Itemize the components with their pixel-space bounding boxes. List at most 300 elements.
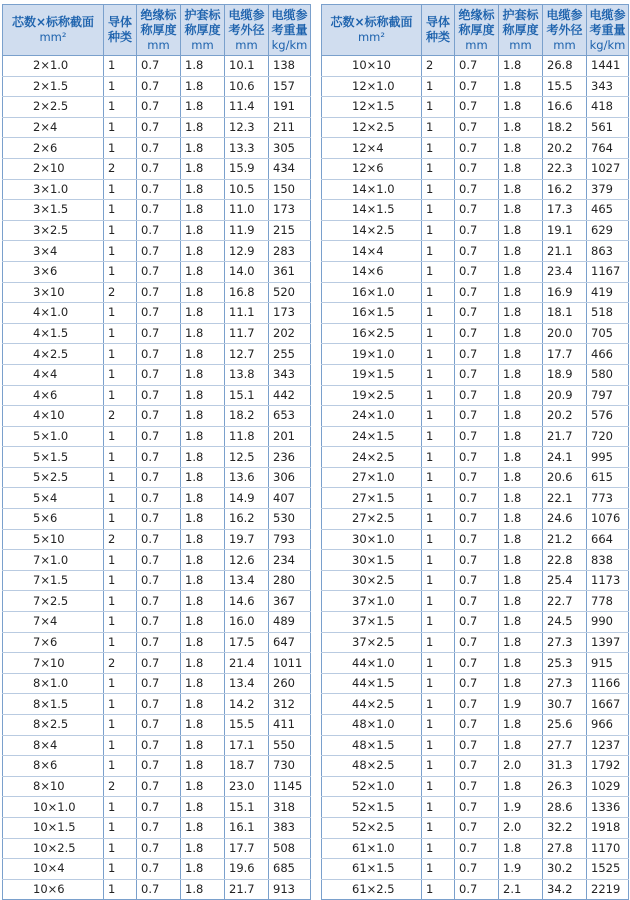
outer-diameter-cell: 22.3 (543, 158, 587, 179)
sheath-cell: 1.8 (499, 241, 543, 262)
table-row (322, 241, 629, 262)
conductor-type-cell: 1 (422, 694, 455, 715)
insulation-cell: 0.7 (455, 632, 499, 653)
weight-cell: 411 (269, 715, 311, 736)
conductor-type-cell: 1 (422, 570, 455, 591)
weight-cell: 379 (587, 179, 629, 200)
outer-diameter-cell: 11.0 (225, 200, 269, 221)
weight-cell: 508 (269, 838, 311, 859)
weight-cell: 1237 (587, 735, 629, 756)
spec-cell: 7×1.0 (3, 550, 104, 571)
sheath-cell: 1.8 (181, 529, 225, 550)
weight-cell: 367 (269, 591, 311, 612)
spec-cell: 4×1.0 (3, 303, 104, 324)
table-row (3, 879, 311, 900)
weight-cell: 530 (269, 509, 311, 530)
right-table-body (322, 56, 629, 900)
outer-diameter-cell: 11.9 (225, 220, 269, 241)
header-insulation-label: 绝缘标称厚度 (458, 7, 495, 37)
table-row (322, 426, 629, 447)
sheath-cell: 1.8 (499, 632, 543, 653)
insulation-cell: 0.7 (455, 282, 499, 303)
weight-cell: 1336 (587, 797, 629, 818)
header-sheath-unit: mm (509, 37, 532, 52)
weight-cell: 1170 (587, 838, 629, 859)
conductor-type-cell: 1 (422, 591, 455, 612)
table-row (3, 426, 311, 447)
insulation-cell: 0.7 (455, 364, 499, 385)
conductor-type-cell: 1 (422, 282, 455, 303)
spec-cell: 8×1.0 (3, 673, 104, 694)
insulation-cell: 0.7 (137, 529, 181, 550)
spec-cell: 4×6 (3, 385, 104, 406)
table-row (3, 859, 311, 880)
sheath-cell: 1.8 (181, 447, 225, 468)
table-row (3, 529, 311, 550)
conductor-type-cell: 1 (104, 447, 137, 468)
insulation-cell: 0.7 (455, 776, 499, 797)
header-conductor-type-label: 导体种类 (107, 15, 132, 44)
table-row (3, 550, 311, 571)
outer-diameter-cell: 13.8 (225, 364, 269, 385)
outer-diameter-cell: 27.7 (543, 735, 587, 756)
spec-cell: 30×2.5 (322, 570, 422, 591)
outer-diameter-cell: 17.3 (543, 200, 587, 221)
insulation-cell: 0.7 (137, 612, 181, 633)
spec-cell: 12×2.5 (322, 117, 422, 138)
weight-cell: 615 (587, 467, 629, 488)
conductor-type-cell: 1 (422, 344, 455, 365)
table-row (322, 97, 629, 118)
sheath-cell: 1.8 (499, 56, 543, 77)
weight-cell: 283 (269, 241, 311, 262)
weight-cell: 1011 (269, 653, 311, 674)
insulation-cell: 0.7 (455, 467, 499, 488)
sheath-cell: 1.8 (181, 56, 225, 77)
sheath-cell: 1.8 (499, 776, 543, 797)
insulation-cell: 0.7 (137, 179, 181, 200)
weight-cell: 157 (269, 76, 311, 97)
conductor-type-cell: 1 (422, 859, 455, 880)
weight-cell: 150 (269, 179, 311, 200)
conductor-type-cell: 1 (104, 797, 137, 818)
spec-cell: 7×2.5 (3, 591, 104, 612)
insulation-cell: 0.7 (137, 797, 181, 818)
table-row (3, 282, 311, 303)
spec-cell: 30×1.0 (322, 529, 422, 550)
outer-diameter-cell: 16.9 (543, 282, 587, 303)
table-row (3, 179, 311, 200)
sheath-cell: 1.8 (499, 653, 543, 674)
conductor-type-cell: 1 (104, 509, 137, 530)
spec-cell: 5×10 (3, 529, 104, 550)
weight-cell: 2219 (587, 879, 629, 900)
conductor-type-cell: 1 (104, 97, 137, 118)
table-row (3, 303, 311, 324)
table-row (322, 467, 629, 488)
conductor-type-cell: 1 (422, 817, 455, 838)
header-insulation (137, 5, 181, 56)
insulation-cell: 0.7 (137, 117, 181, 138)
conductor-type-cell: 1 (422, 241, 455, 262)
outer-diameter-cell: 22.7 (543, 591, 587, 612)
table-row (322, 138, 629, 159)
spec-cell: 16×1.0 (322, 282, 422, 303)
spec-cell: 3×1.5 (3, 200, 104, 221)
sheath-cell: 1.8 (181, 158, 225, 179)
table-row (322, 364, 629, 385)
conductor-type-cell: 1 (422, 879, 455, 900)
weight-cell: 343 (587, 76, 629, 97)
conductor-type-cell: 1 (104, 550, 137, 571)
weight-cell: 990 (587, 612, 629, 633)
conductor-type-cell: 1 (104, 426, 137, 447)
table-row (3, 776, 311, 797)
header-weight-label: 电缆参考重量 (271, 7, 308, 37)
weight-cell: 1167 (587, 261, 629, 282)
outer-diameter-cell: 20.0 (543, 323, 587, 344)
insulation-cell: 0.7 (137, 344, 181, 365)
sheath-cell: 1.8 (499, 673, 543, 694)
header-conductor-type-label: 导体种类 (425, 15, 450, 44)
spec-cell: 8×10 (3, 776, 104, 797)
conductor-type-cell: 1 (422, 220, 455, 241)
header-row (3, 5, 311, 56)
insulation-cell: 0.7 (137, 653, 181, 674)
outer-diameter-cell: 16.2 (543, 179, 587, 200)
insulation-cell: 0.7 (137, 76, 181, 97)
outer-diameter-cell: 18.9 (543, 364, 587, 385)
header-insulation-unit: mm (147, 37, 170, 52)
insulation-cell: 0.7 (137, 879, 181, 900)
weight-cell: 966 (587, 715, 629, 736)
header-sheath-unit: mm (191, 37, 214, 52)
conductor-type-cell: 1 (422, 138, 455, 159)
left-table-body (3, 56, 311, 900)
header-outer-diameter (543, 5, 587, 56)
spec-cell: 37×1.5 (322, 612, 422, 633)
table-row (322, 797, 629, 818)
weight-cell: 191 (269, 97, 311, 118)
spec-cell: 3×6 (3, 261, 104, 282)
spec-cell: 14×1.5 (322, 200, 422, 221)
insulation-cell: 0.7 (455, 406, 499, 427)
spec-cell: 19×1.5 (322, 364, 422, 385)
outer-diameter-cell: 23.4 (543, 261, 587, 282)
conductor-type-cell: 1 (104, 220, 137, 241)
table-row (3, 406, 311, 427)
sheath-cell: 1.9 (499, 694, 543, 715)
weight-cell: 1525 (587, 859, 629, 880)
outer-diameter-cell: 21.7 (225, 879, 269, 900)
weight-cell: 255 (269, 344, 311, 365)
spec-cell: 7×10 (3, 653, 104, 674)
insulation-cell: 0.7 (137, 406, 181, 427)
header-weight-unit: kg/km (589, 37, 626, 52)
outer-diameter-cell: 20.9 (543, 385, 587, 406)
insulation-cell: 0.7 (137, 467, 181, 488)
conductor-type-cell: 1 (104, 817, 137, 838)
outer-diameter-cell: 15.5 (543, 76, 587, 97)
weight-cell: 173 (269, 303, 311, 324)
outer-diameter-cell: 14.6 (225, 591, 269, 612)
outer-diameter-cell: 16.8 (225, 282, 269, 303)
sheath-cell: 1.8 (499, 735, 543, 756)
conductor-type-cell: 1 (422, 97, 455, 118)
header-spec (3, 5, 104, 56)
insulation-cell: 0.7 (137, 859, 181, 880)
conductor-type-cell: 1 (104, 467, 137, 488)
sheath-cell: 1.8 (181, 756, 225, 777)
outer-diameter-cell: 11.1 (225, 303, 269, 324)
weight-cell: 465 (587, 200, 629, 221)
table-row (322, 406, 629, 427)
spec-cell: 7×1.5 (3, 570, 104, 591)
table-row (3, 467, 311, 488)
spec-cell: 4×4 (3, 364, 104, 385)
sheath-cell: 1.8 (181, 591, 225, 612)
conductor-type-cell: 1 (104, 200, 137, 221)
table-row (3, 97, 311, 118)
insulation-cell: 0.7 (455, 797, 499, 818)
table-row (3, 756, 311, 777)
weight-cell: 260 (269, 673, 311, 694)
weight-cell: 1441 (587, 56, 629, 77)
outer-diameter-cell: 19.7 (225, 529, 269, 550)
conductor-type-cell: 2 (104, 776, 137, 797)
header-insulation-unit: mm (465, 37, 488, 52)
sheath-cell: 1.8 (181, 694, 225, 715)
table-row (3, 715, 311, 736)
insulation-cell: 0.7 (455, 694, 499, 715)
outer-diameter-cell: 16.2 (225, 509, 269, 530)
spec-cell: 37×2.5 (322, 632, 422, 653)
weight-cell: 306 (269, 467, 311, 488)
sheath-cell: 1.8 (181, 261, 225, 282)
conductor-type-cell: 2 (104, 653, 137, 674)
weight-cell: 434 (269, 158, 311, 179)
spec-cell: 10×1.5 (3, 817, 104, 838)
weight-cell: 629 (587, 220, 629, 241)
sheath-cell: 1.8 (181, 653, 225, 674)
table-row (322, 735, 629, 756)
outer-diameter-cell: 10.6 (225, 76, 269, 97)
outer-diameter-cell: 15.1 (225, 385, 269, 406)
conductor-type-cell: 1 (104, 879, 137, 900)
spec-cell: 24×1.0 (322, 406, 422, 427)
outer-diameter-cell: 28.6 (543, 797, 587, 818)
spec-cell: 19×2.5 (322, 385, 422, 406)
sheath-cell: 1.8 (499, 612, 543, 633)
sheath-cell: 1.8 (181, 735, 225, 756)
insulation-cell: 0.7 (137, 138, 181, 159)
insulation-cell: 0.7 (137, 364, 181, 385)
weight-cell: 863 (587, 241, 629, 262)
header-outer-diameter-unit: mm (553, 37, 576, 52)
spec-cell: 10×4 (3, 859, 104, 880)
sheath-cell: 2.1 (499, 879, 543, 900)
insulation-cell: 0.7 (455, 859, 499, 880)
insulation-cell: 0.7 (455, 158, 499, 179)
table-row (322, 673, 629, 694)
insulation-cell: 0.7 (455, 200, 499, 221)
insulation-cell: 0.7 (137, 715, 181, 736)
weight-cell: 518 (587, 303, 629, 324)
weight-cell: 361 (269, 261, 311, 282)
weight-cell: 1076 (587, 509, 629, 530)
conductor-type-cell: 1 (104, 673, 137, 694)
weight-cell: 1397 (587, 632, 629, 653)
table-row (322, 303, 629, 324)
table-row (322, 488, 629, 509)
spec-cell: 14×2.5 (322, 220, 422, 241)
conductor-type-cell: 2 (104, 282, 137, 303)
insulation-cell: 0.7 (455, 570, 499, 591)
weight-cell: 705 (587, 323, 629, 344)
spec-cell: 4×2.5 (3, 344, 104, 365)
table-row (3, 158, 311, 179)
spec-cell: 10×6 (3, 879, 104, 900)
outer-diameter-cell: 22.8 (543, 550, 587, 571)
table-row (3, 385, 311, 406)
table-row (3, 653, 311, 674)
outer-diameter-cell: 34.2 (543, 879, 587, 900)
header-weight-label: 电缆参考重量 (589, 7, 626, 37)
weight-cell: 1918 (587, 817, 629, 838)
spec-cell: 12×6 (322, 158, 422, 179)
spec-cell: 61×1.0 (322, 838, 422, 859)
table-row (3, 117, 311, 138)
sheath-cell: 1.8 (181, 364, 225, 385)
sheath-cell: 1.8 (499, 509, 543, 530)
outer-diameter-cell: 15.5 (225, 715, 269, 736)
table-row (322, 550, 629, 571)
conductor-type-cell: 1 (422, 76, 455, 97)
insulation-cell: 0.7 (455, 76, 499, 97)
conductor-type-cell: 1 (422, 550, 455, 571)
sheath-cell: 1.8 (499, 488, 543, 509)
table-row (322, 220, 629, 241)
weight-cell: 793 (269, 529, 311, 550)
outer-diameter-cell: 10.1 (225, 56, 269, 77)
weight-cell: 383 (269, 817, 311, 838)
outer-diameter-cell: 14.2 (225, 694, 269, 715)
weight-cell: 305 (269, 138, 311, 159)
table-row (322, 694, 629, 715)
spec-cell: 4×1.5 (3, 323, 104, 344)
insulation-cell: 0.7 (455, 509, 499, 530)
spec-cell: 4×10 (3, 406, 104, 427)
outer-diameter-cell: 13.6 (225, 467, 269, 488)
weight-cell: 653 (269, 406, 311, 427)
outer-diameter-cell: 23.0 (225, 776, 269, 797)
spec-cell: 27×2.5 (322, 509, 422, 530)
outer-diameter-cell: 12.9 (225, 241, 269, 262)
outer-diameter-cell: 26.3 (543, 776, 587, 797)
table-row (3, 241, 311, 262)
conductor-type-cell: 1 (422, 200, 455, 221)
insulation-cell: 0.7 (137, 97, 181, 118)
insulation-cell: 0.7 (137, 426, 181, 447)
insulation-cell: 0.7 (455, 323, 499, 344)
table-row (3, 694, 311, 715)
weight-cell: 647 (269, 632, 311, 653)
conductor-type-cell: 1 (422, 426, 455, 447)
outer-diameter-cell: 11.7 (225, 323, 269, 344)
sheath-cell: 1.8 (181, 632, 225, 653)
outer-diameter-cell: 17.5 (225, 632, 269, 653)
sheath-cell: 1.8 (499, 220, 543, 241)
spec-cell: 44×2.5 (322, 694, 422, 715)
sheath-cell: 1.8 (181, 879, 225, 900)
sheath-cell: 1.8 (499, 117, 543, 138)
table-row (322, 385, 629, 406)
sheath-cell: 1.8 (181, 303, 225, 324)
spec-cell: 8×6 (3, 756, 104, 777)
sheath-cell: 1.8 (181, 97, 225, 118)
outer-diameter-cell: 15.1 (225, 797, 269, 818)
header-outer-diameter-unit: mm (235, 37, 258, 52)
insulation-cell: 0.7 (137, 550, 181, 571)
sheath-cell: 1.8 (499, 591, 543, 612)
sheath-cell: 1.8 (499, 76, 543, 97)
conductor-type-cell: 1 (104, 179, 137, 200)
weight-cell: 138 (269, 56, 311, 77)
table-row (322, 158, 629, 179)
conductor-type-cell: 2 (104, 158, 137, 179)
weight-cell: 418 (587, 97, 629, 118)
sheath-cell: 1.8 (499, 344, 543, 365)
weight-cell: 915 (587, 653, 629, 674)
insulation-cell: 0.7 (137, 488, 181, 509)
outer-diameter-cell: 21.7 (543, 426, 587, 447)
sheath-cell: 1.8 (181, 323, 225, 344)
conductor-type-cell: 1 (104, 612, 137, 633)
table-row (322, 715, 629, 736)
outer-diameter-cell: 19.6 (225, 859, 269, 880)
sheath-cell: 1.8 (181, 241, 225, 262)
outer-diameter-cell: 19.1 (543, 220, 587, 241)
insulation-cell: 0.7 (455, 529, 499, 550)
weight-cell: 1667 (587, 694, 629, 715)
outer-diameter-cell: 13.3 (225, 138, 269, 159)
spec-cell: 52×1.0 (322, 776, 422, 797)
outer-diameter-cell: 22.1 (543, 488, 587, 509)
sheath-cell: 1.8 (181, 488, 225, 509)
weight-cell: 442 (269, 385, 311, 406)
weight-cell: 343 (269, 364, 311, 385)
header-spec-label: 芯数×标称截面 (11, 15, 95, 29)
conductor-type-cell: 1 (104, 570, 137, 591)
sheath-cell: 1.8 (499, 529, 543, 550)
table-row (3, 323, 311, 344)
conductor-type-cell: 1 (422, 406, 455, 427)
conductor-type-cell: 1 (422, 632, 455, 653)
weight-cell: 489 (269, 612, 311, 633)
sheath-cell: 1.8 (499, 97, 543, 118)
outer-diameter-cell: 31.3 (543, 756, 587, 777)
table-row (322, 817, 629, 838)
spec-cell: 14×1.0 (322, 179, 422, 200)
conductor-type-cell: 1 (104, 364, 137, 385)
sheath-cell: 1.8 (181, 179, 225, 200)
insulation-cell: 0.7 (455, 715, 499, 736)
spec-cell: 3×10 (3, 282, 104, 303)
sheath-cell: 1.8 (181, 550, 225, 571)
conductor-type-cell: 1 (422, 509, 455, 530)
conductor-type-cell: 1 (104, 756, 137, 777)
insulation-cell: 0.7 (137, 323, 181, 344)
